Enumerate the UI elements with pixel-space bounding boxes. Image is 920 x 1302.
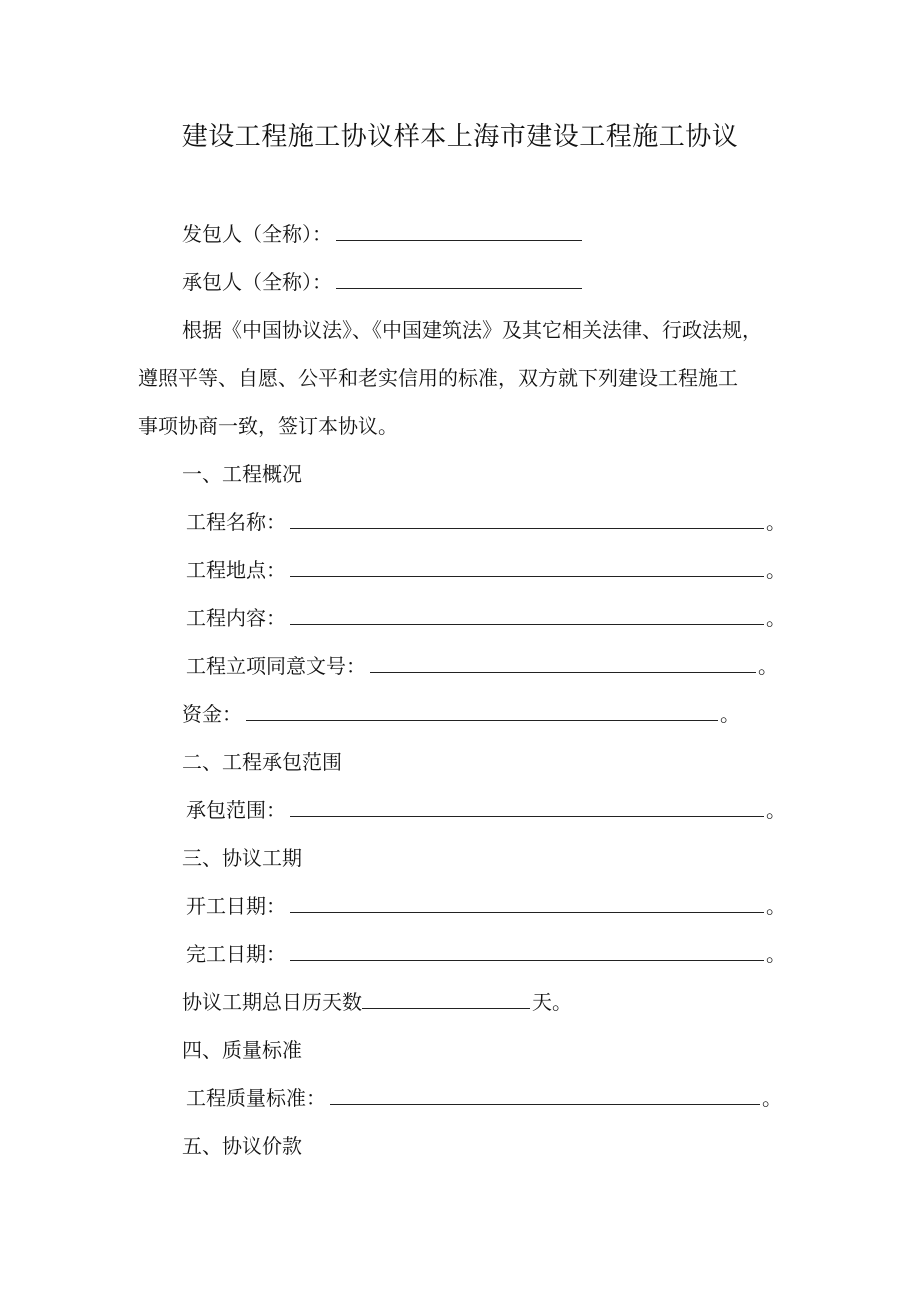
end-date-blank[interactable]	[290, 940, 764, 961]
employer-label: 发包人（全称）：	[182, 222, 332, 246]
period: 。	[720, 702, 740, 726]
section-5-heading: 五、协议价款	[182, 1134, 302, 1158]
period: 。	[766, 558, 786, 582]
contractor-label: 承包人（全称）：	[182, 270, 332, 294]
section-2-heading: 二、工程承包范围	[182, 750, 342, 774]
project-location-label: 工程地点：	[186, 558, 286, 582]
project-location-line	[186, 554, 786, 586]
period: 。	[766, 606, 786, 630]
period: 。	[762, 1086, 782, 1110]
start-date-label: 开工日期：	[186, 894, 286, 918]
period: 。	[766, 942, 786, 966]
end-date-label: 完工日期：	[186, 942, 286, 966]
period: 。	[766, 894, 786, 918]
intro-line-1: 根据《中国协议法》、《中国建筑法》及其它相关法律、行政法规，	[182, 318, 762, 342]
period: 。	[758, 654, 778, 678]
approval-number-blank[interactable]	[370, 652, 756, 673]
project-content-blank[interactable]	[290, 604, 764, 625]
contractor-blank[interactable]	[336, 268, 582, 289]
project-content-line	[186, 602, 786, 634]
quality-standard-blank[interactable]	[330, 1084, 760, 1105]
scope-blank[interactable]	[290, 796, 764, 817]
quality-standard-label: 工程质量标准：	[186, 1086, 326, 1110]
end-date-line	[186, 938, 786, 970]
employer-line	[182, 218, 584, 250]
intro-line-3: 事项协商一致，签订本协议。	[138, 414, 398, 438]
total-days-blank[interactable]	[362, 988, 530, 1009]
scope-label: 承包范围：	[186, 798, 286, 822]
total-days-suffix: 天。	[532, 990, 572, 1014]
project-name-blank[interactable]	[290, 508, 764, 529]
approval-number-label: 工程立项同意文号：	[186, 654, 366, 678]
document-title: 建设工程施工协议样本上海市建设工程施工协议	[181, 122, 739, 152]
approval-number-line	[186, 650, 778, 682]
funding-label: 资金：	[182, 702, 242, 726]
section-4-heading: 四、质量标准	[182, 1038, 302, 1062]
project-location-blank[interactable]	[290, 556, 764, 577]
section-3-heading: 三、协议工期	[182, 846, 302, 870]
quality-standard-line	[186, 1082, 782, 1114]
period: 。	[766, 510, 786, 534]
start-date-blank[interactable]	[290, 892, 764, 913]
intro-line-2: 遵照平等、自愿、公平和老实信用的标准，双方就下列建设工程施工	[138, 366, 738, 390]
project-name-line	[186, 506, 786, 538]
project-content-label: 工程内容：	[186, 606, 286, 630]
section-1-heading: 一、工程概况	[182, 462, 302, 486]
funding-blank[interactable]	[246, 700, 718, 721]
scope-line	[186, 794, 786, 826]
project-name-label: 工程名称：	[186, 510, 286, 534]
total-days-label: 协议工期总日历天数	[182, 990, 362, 1014]
period: 。	[766, 798, 786, 822]
contractor-line	[182, 266, 584, 298]
funding-line	[182, 698, 740, 730]
start-date-line	[186, 890, 786, 922]
employer-blank[interactable]	[336, 220, 582, 241]
total-days-line	[182, 986, 572, 1018]
